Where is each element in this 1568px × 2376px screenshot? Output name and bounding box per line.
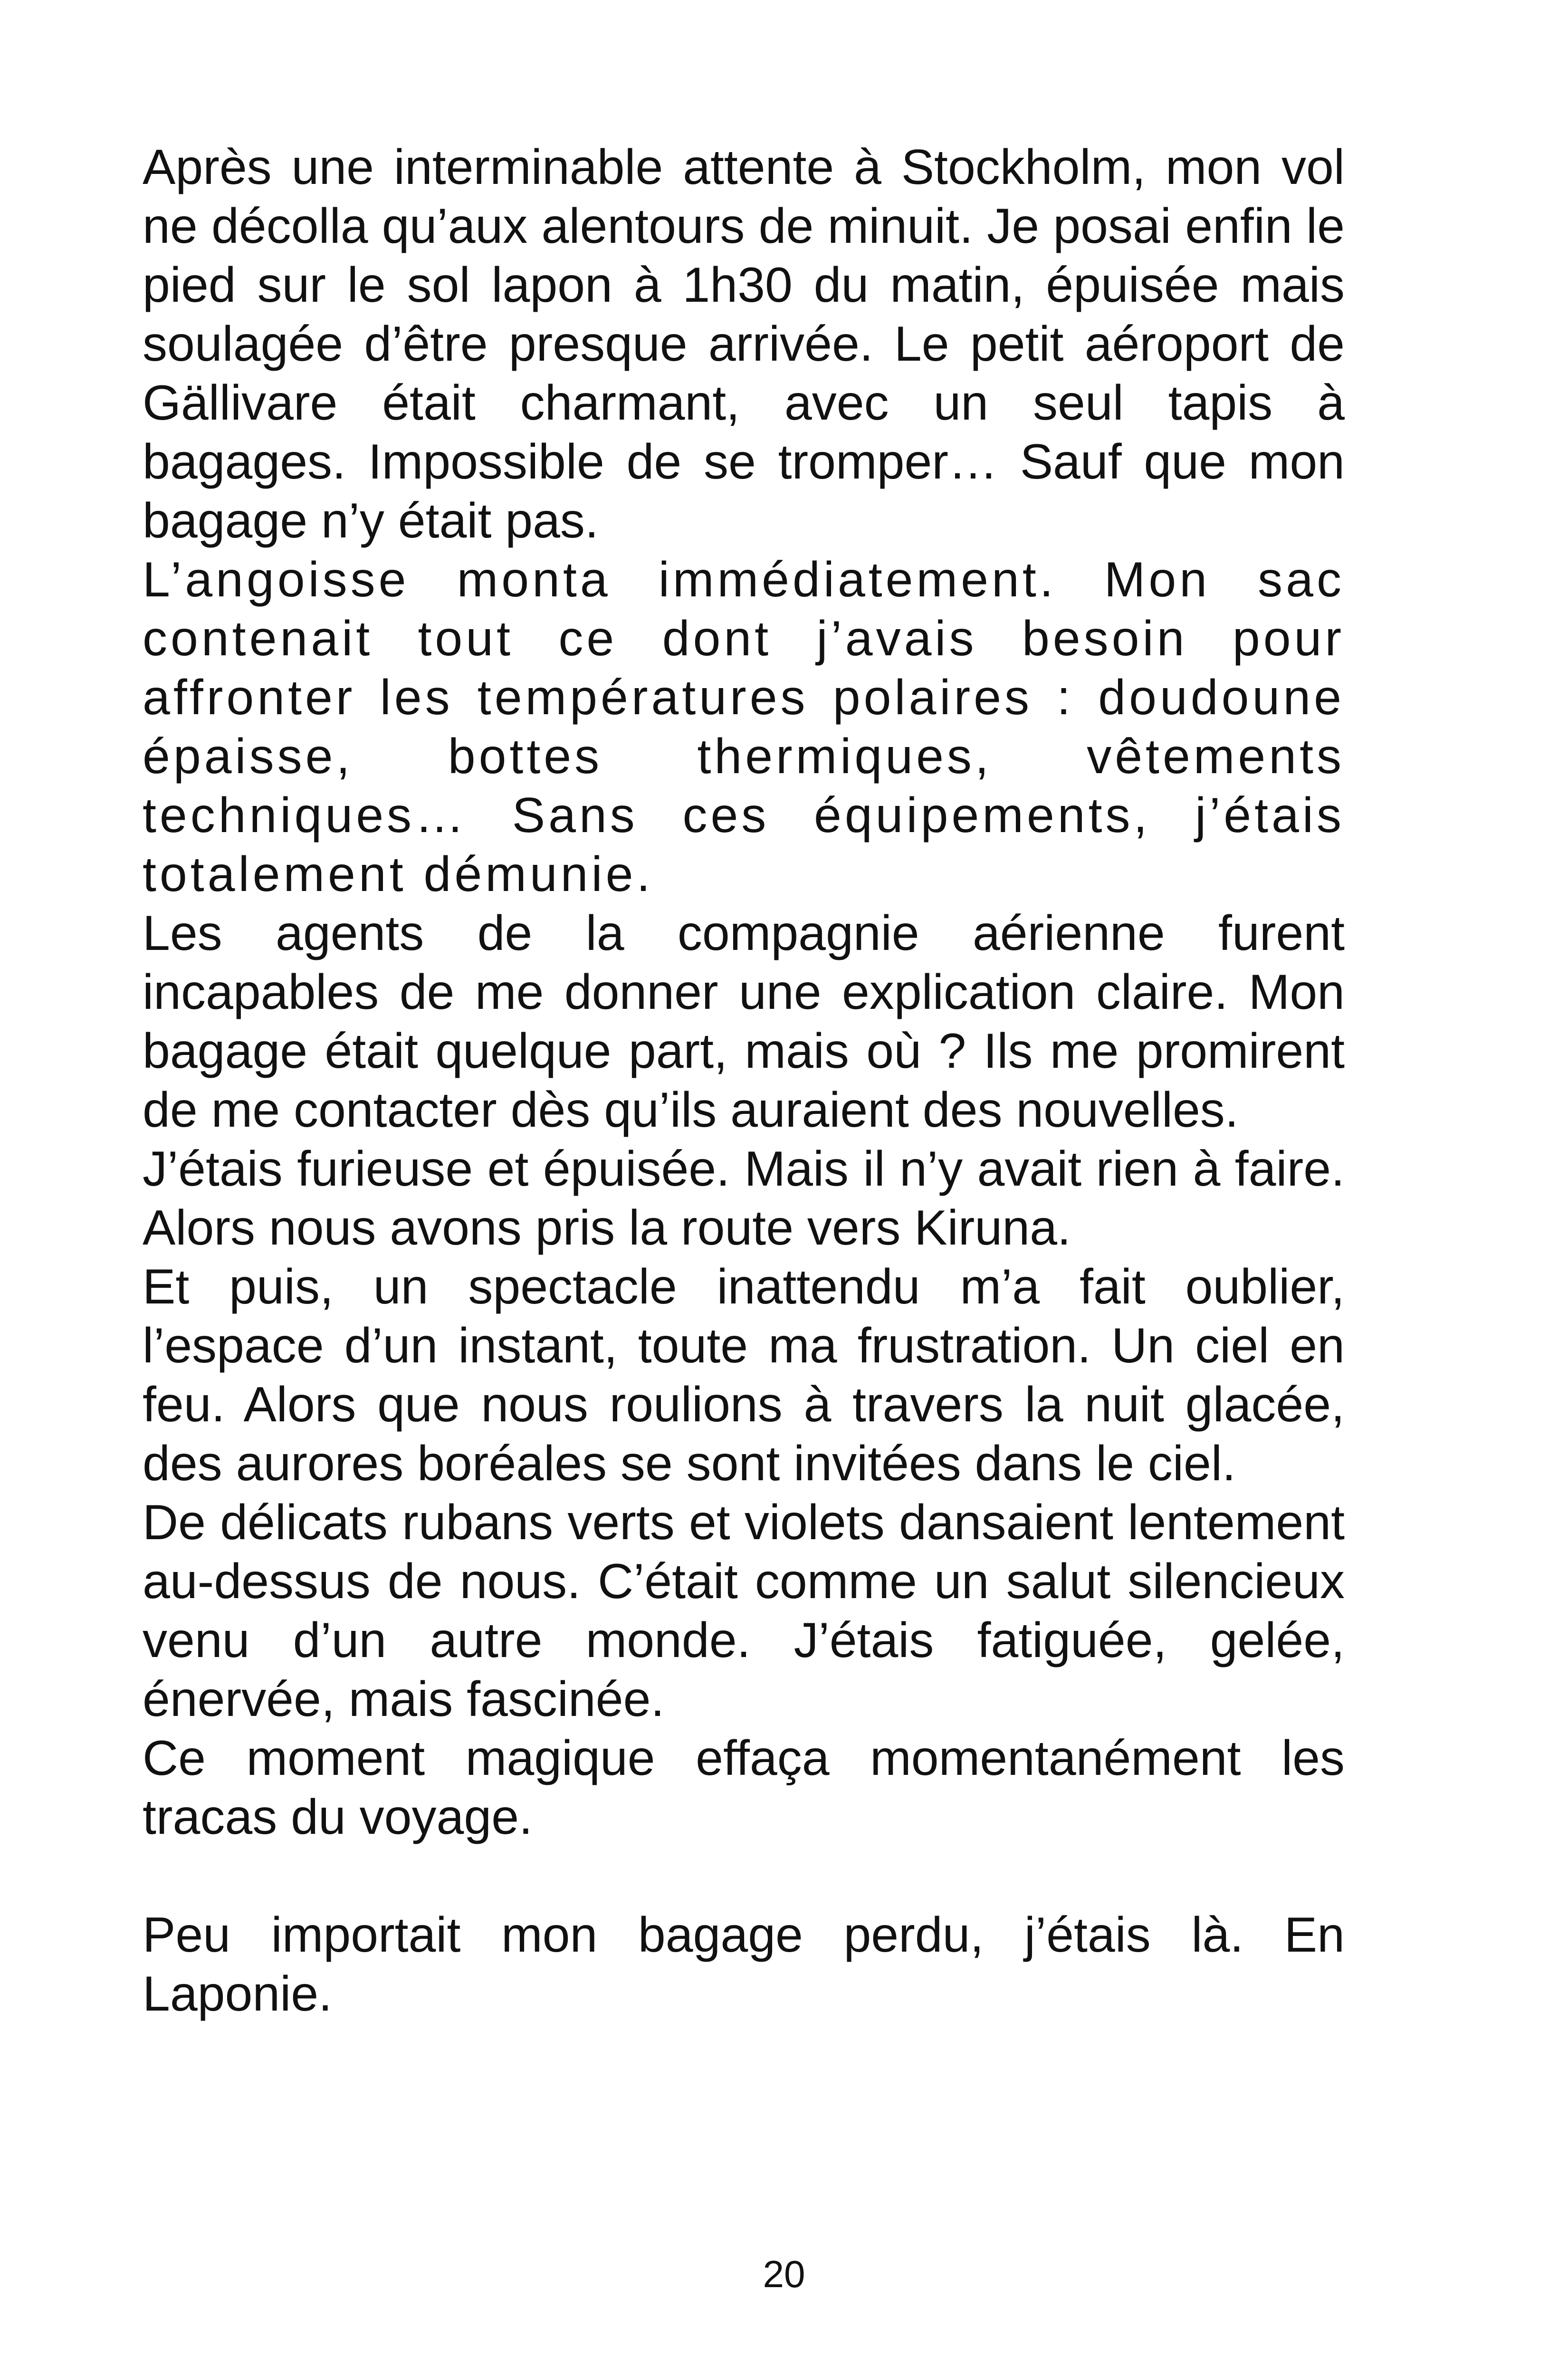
page-number: 20 [763,2253,805,2295]
paragraph-5: Et puis, un spectacle inattendu m’a fait oublier, l’espace d’un instant, toute ma frustration. Un ciel en feu. Alors que nous roulions à travers la nuit glacée, des aurores boréales se sont invitées dans le ciel. [143,1259,1345,1491]
paragraph-8: Peu importait mon bagage perdu, j’étais là. En Laponie. [143,1907,1345,2022]
paragraph-3: Les agents de la compagnie aérienne furent incapables de me donner une explication claire. Mon bagage était quelque part, mais où ? Ils me promirent de me contacter dès qu’ils auraient des nouvelles. [143,906,1345,1138]
paragraph-2: L’angoisse monta immédiatement. Mon sac contenait tout ce dont j’avais besoin pour affronter les températures polaires : doudoune épaisse, bottes thermiques, vêtements techniques… Sans ces équipements, j’étais totalement démunie. [143,552,1345,902]
paragraph-7: Ce moment magique effaça momentanément les tracas du voyage. [143,1731,1345,1845]
paragraph-6: De délicats rubans verts et violets dansaient lentement au-dessus de nous. C’était comme un salut silencieux venu d’un autre monde. J’étais fatiguée, gelée, énervée, mais fascinée. [143,1495,1345,1727]
paragraph-1: Après une interminable attente à Stockholm, mon vol ne décolla qu’aux alentours de minuit. Je posai enfin le pied sur le sol lapon à 1h30 du matin, épuisée mais soulagée d’être presque arrivée. Le petit aéroport de Gällivare était charmant, avec un seul tapis à bagages. Impossible de se tromper… Sauf que mon bagage n’y était pas. [143,140,1345,548]
paragraph-4: J’étais furieuse et épuisée. Mais il n’y avait rien à faire. Alors nous avons pris la route vers Kiruna. [143,1141,1345,1255]
body-text [143,138,1345,2023]
paragraph-gap [143,1847,1345,1906]
